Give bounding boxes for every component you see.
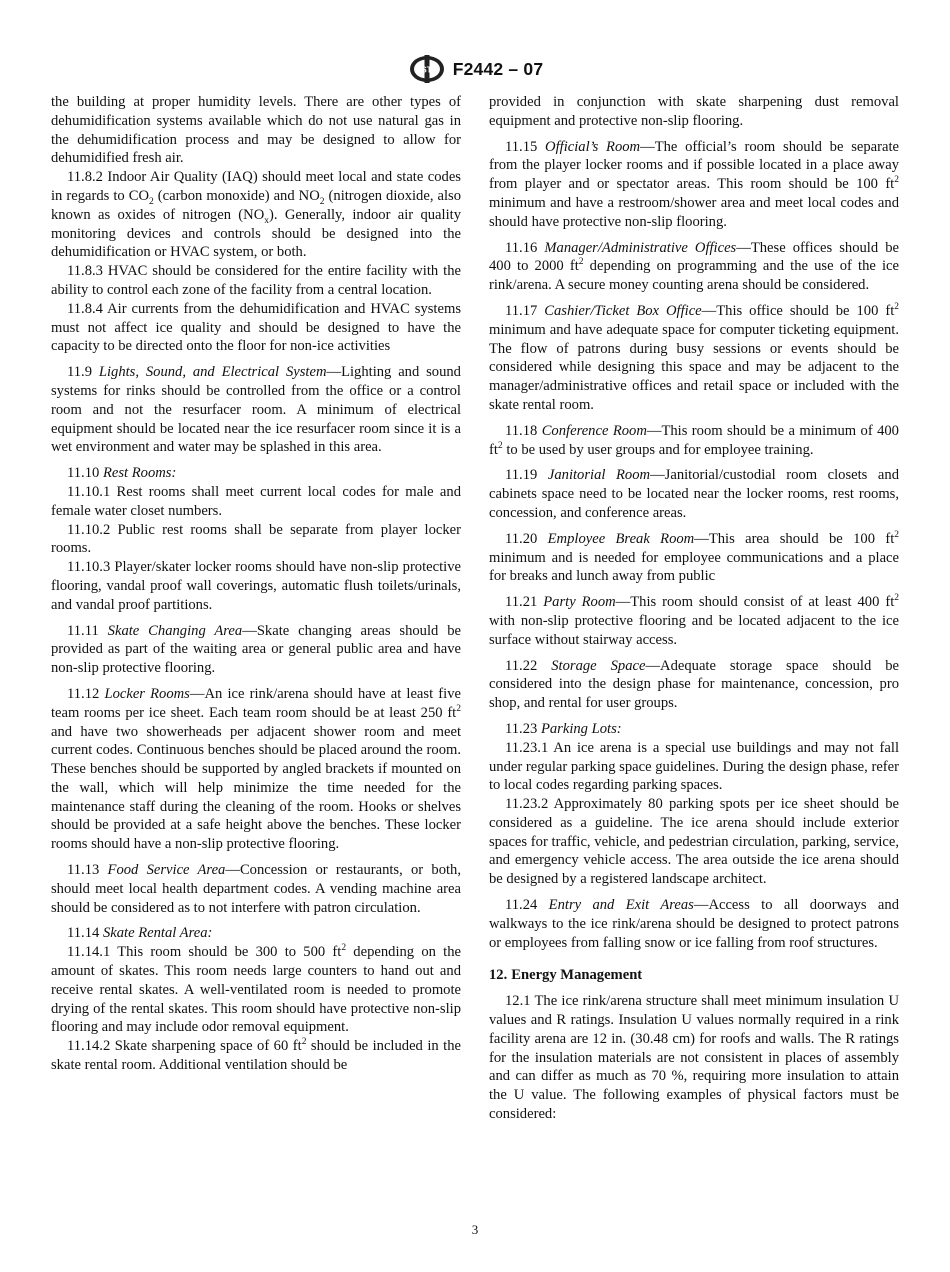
left-column [51, 93, 461, 1075]
paragraph-11-10-3: 11.10.3 Player/skater locker rooms should have non-slip protective flooring, vandal proof wall coverings, automatic flush toilets/urinals, and vandal proof partitions. [51, 559, 461, 613]
section-title: Rest Rooms: [102, 465, 177, 482]
paragraph-11-10-2: 11.10.2 Public rest rooms shall be separate from player locker rooms. [51, 521, 461, 557]
paragraph-continuation: the building at proper humidity levels. There are other types of dehumidification systems available which do not use natural gas in the dehumidification process and may be designed to allow for dehumidified fresh air. [51, 94, 461, 167]
paragraph-11-23-1: 11.23.1 An ice arena is a special use buildings and may not fall under regular parking space guidelines. During the design phase, refer to local codes regarding parking spaces. [489, 739, 899, 794]
paragraph-11-12: 11.12 Locker Rooms—An ice rink/arena should have at least five team rooms per ice sheet. Each team room should be at least 250 $ft^2$ and have two showerheads per adjacent shower room and meet current codes. Continuous benches should be placed around the room. These benches should be supported by angled brackets if mounted on the wall, which will help minimize the time needed for the maintenance staff during the cleaning of the room. Hooks or shelves should be provided at a safe height above the benches. These locker rooms should have a non-slip protective flooring. [51, 685, 461, 853]
paragraph-11-24: 11.24 Entry and Exit Areas—Access to all doorways and walkways to the ice rink/arena should be designed to protect patrons or employees from falling snow or ice falling from roof structures. [489, 897, 899, 951]
section-title: Party Room [543, 594, 616, 611]
section-title: Locker Rooms [104, 685, 190, 702]
section-title: Lights, Sound, and Electrical System [98, 364, 327, 381]
right-column [489, 93, 899, 1124]
section-heading-12: 12. Energy Management [489, 967, 643, 984]
paragraph-11-11: 11.11 Skate Changing Area—Skate changing areas should be provided as part of the waiting area or general public area and have non-slip protective flooring. [51, 622, 461, 677]
paragraph-11-10-1: 11.10.1 Rest rooms shall meet current local codes for male and female water closet numbers. [51, 483, 461, 519]
section-title: Parking Lots: [540, 720, 622, 737]
paragraph-11-15: 11.15 Official’s Room—The official’s room should be separate from the player locker rooms and if possible located in a place away from player and or spectator areas. This room should be 100 $ft^2$ minimum and have a restroom/shower area and meet local codes and should have protective non-slip flooring. [489, 138, 899, 230]
paragraph-11-14-1: 11.14.1 This room should be 300 to 500 $ft^2$ depending on the amount of skates. This room needs large counters to hand out and receive rental skates. A well-ventilated room is needed to promote drying of the rental skates. This room should have protective non-slip flooring and may include odor removal equipment. [51, 943, 461, 1036]
standard-designation: F2442 – 07 [452, 58, 544, 79]
section-title: Employee Break Room [547, 530, 695, 547]
paragraph-11-23-2: 11.23.2 Approximately 80 parking spots per ice sheet should be considered as a guideline. The ice arena should include exterior spaces for traffic, vehicle, and pedestrian circulation, parking, service, and emergency vehicle access. The area outside the ice arena should be designed by a registered landscape architect. [489, 796, 899, 888]
section-title: Conference Room [541, 422, 647, 439]
section-title: Cashier/Ticket Box Office [544, 302, 702, 319]
paragraph-11-8-4: 11.8.4 Air currents from the dehumidification and HVAC systems must not affect ice quality and should be designed to have the capacity to be directed onto the floor for non-ice activities [51, 300, 461, 355]
paragraph-12-1: 12.1 The ice rink/arena structure shall meet minimum insulation U values and R ratings. Insulation U values normally required in a rink facility arena are 12 in. (30.48 cm) for roofs and walls. The R ratings for the insulation materials are not consistent in places of assembly and can differ as much as 70 %, requiring more insulation to attain the U value. The following examples of physical factors must be considered: [489, 993, 899, 1123]
page-header [0, 52, 950, 86]
paragraph-11-8-2: 11.8.2 Indoor Air Quality (IAQ) should meet local and state codes in regards to $CO_2$ (carbon monoxide) and $NO_2$ (nitrogen dioxide, also known as oxides of nitrogen $(NO_x)$. Generally, indoor air quality monitoring devices and controls should be designed into the dehumidification or HVAC system, or both. [51, 169, 461, 261]
paragraph-11-10: 11.10 Rest Rooms: [67, 465, 177, 482]
section-title: Official’s Room [545, 138, 641, 155]
page-number: 3 [471, 1222, 479, 1237]
paragraph-11-9: 11.9 Lights, Sound, and Electrical System—Lighting and sound systems for rinks should be controlled from the office or a control room and not the resurfacer room. A minimum of electrical equipment should be located near the ice resurfacer room since it is a wet environment and water may be splashed in this area. [51, 364, 461, 456]
paragraph-11-16: 11.16 Manager/Administrative Offices—These offices should be 400 to 2000 $ft^2$ depending on programming and the use of the ice rink/arena. A secure money counting arena should be considered. [489, 239, 899, 294]
paragraph-11-13: 11.13 Food Service Area—Concession or restaurants, or both, should meet local health department codes. A vending machine area should be considered as to not interfere with patron circulation. [51, 862, 461, 916]
astm-logo-icon [407, 54, 447, 84]
paragraph-11-19: 11.19 Janitorial Room—Janitorial/custodial room closets and cabinets space need to be located near the locker rooms, rest rooms, concession, and conference areas. [489, 467, 900, 521]
section-title: Food Service Area [107, 862, 226, 879]
paragraph-11-14: 11.14 Skate Rental Area: [67, 925, 213, 942]
paragraph-11-21: 11.21 Party Room—This room should consist of at least 400 $ft^2$ with non-slip protective flooring and be located adjacent to the ice surface without stairway access. [489, 593, 900, 648]
paragraph-11-8-3: 11.8.3 HVAC should be considered for the entire facility with the ability to control each zone of the facility from a central location. [51, 263, 461, 298]
paragraph-11-18: 11.18 Conference Room—This room should be a minimum of 400 $ft^2$ to be used by user groups and for employee training. [489, 422, 899, 458]
paragraph-11-14-2: 11.14.2 Skate sharpening space of 60 $ft^2$ should be included in the skate rental room. Additional ventilation should be [51, 1037, 461, 1074]
paragraph-11-20: 11.20 Employee Break Room—This area should be 100 $ft^2$ minimum and is needed for employee communications and a place for breaks and lunch away from public [489, 529, 899, 585]
paragraph-continuation: provided in conjunction with skate sharpening dust removal equipment and protective non-slip flooring. [489, 94, 899, 129]
section-title: Skate Rental Area: [102, 925, 213, 942]
astm-logo-text: ASTM [415, 65, 439, 75]
section-title: Manager/Administrative Offices [544, 239, 737, 256]
section-title: Storage Space [551, 657, 646, 674]
paragraph-11-17: 11.17 Cashier/Ticket Box Office—This office should be 100 $ft^2$ minimum and have adequate space for computer ticketing equipment. The flow of patrons during busy sessions or events should be considered while designing this space and may be adjacent to the manager/administrative offices and retail space or included with the skate rental room. [489, 302, 899, 413]
section-title: Skate Changing Area [107, 622, 243, 639]
paragraph-11-23: 11.23 Parking Lots: [505, 720, 622, 737]
section-title: Janitorial Room [547, 467, 651, 484]
paragraph-11-22: 11.22 Storage Space—Adequate storage space should be considered into the design phase for maintenance, concession, pro shop, and rental for user groups. [489, 657, 899, 712]
section-title: Entry and Exit Areas [548, 897, 694, 914]
